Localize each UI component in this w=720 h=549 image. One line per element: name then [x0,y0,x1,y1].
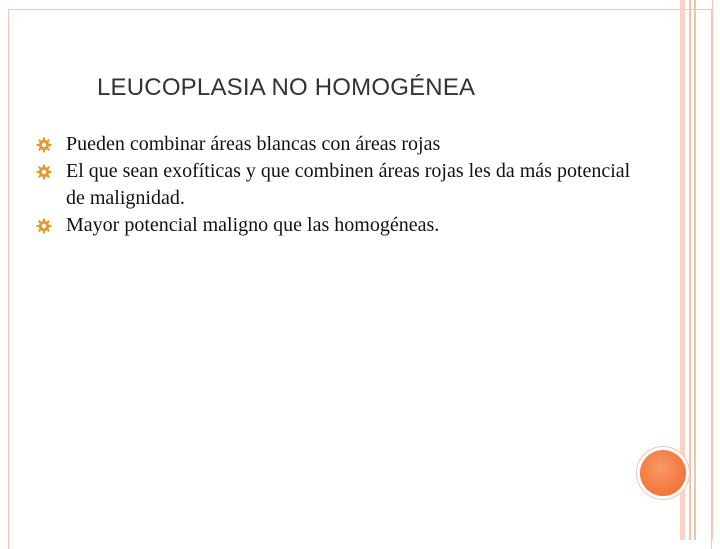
bullet-item [36,131,636,158]
slide-title: LEUCOPLASIA NO HOMOGÉNEA [97,74,476,101]
stripe [712,0,713,540]
bullet-text: Pueden combinar áreas blancas con áreas rojas [66,133,441,155]
bullet-text: Mayor potencial maligno que las homogéneas. [66,214,440,236]
bullet-item [36,158,636,212]
stripe [694,0,696,540]
gear-flower-icon [36,137,52,153]
bullet-text: El que sean exofíticas y que combinen áreas rojas les da más potencial de malignidad. [66,160,631,209]
orange-circle-decoration [640,450,686,496]
bullet-list [36,131,636,239]
decorative-stripes [680,0,720,540]
gear-flower-icon [36,164,52,180]
gear-flower-icon [36,218,52,234]
bullet-item [36,212,636,239]
stripe [689,0,691,540]
